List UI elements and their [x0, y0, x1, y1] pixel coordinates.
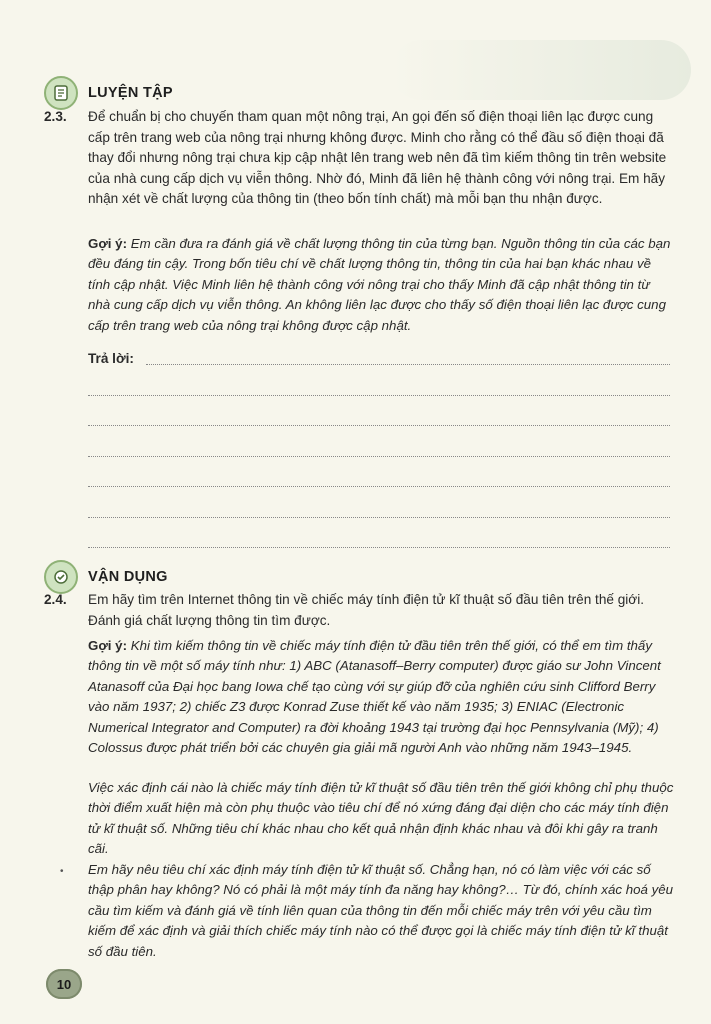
- hint-2-4: [88, 636, 674, 758]
- question-text: Em hãy tìm trên Internet thông tin về chiếc máy tính điện tử kĩ thuật số đầu tiên trên thế giới. Đánh giá chất lượng thông tin tìm được.: [88, 592, 645, 628]
- apply-heading-text: VẬN DỤNG: [88, 569, 168, 585]
- answer-line[interactable]: [88, 547, 670, 548]
- bullet-dot: •: [60, 866, 64, 877]
- apply-icon: [44, 560, 78, 594]
- practice-icon: [44, 76, 78, 110]
- page-number-badge: 10: [46, 969, 82, 999]
- practice-heading: [44, 76, 173, 110]
- answer-line[interactable]: [88, 517, 670, 518]
- answer-line[interactable]: [88, 425, 670, 426]
- question-number: 2.3.: [44, 109, 67, 124]
- practice-heading-text: LUYỆN TẬP: [88, 85, 173, 101]
- question-number: 2.4.: [44, 592, 67, 607]
- question-text: Để chuẩn bị cho chuyến tham quan một nông trại, An gọi đến số điện thoại liên lạc được cung cấp trên trang web của nông trại nhưng không được. Minh cho rằng có thể đầu số điện thoại đã thay đổi nhưng nông trại chưa kịp cập nhật lên trang web nên đã tìm kiếm thông tin trên website của nhà cung cấp dịch vụ viễn thông. Nhờ đó, Minh đã liên hệ thành công với nông trại. Em hãy nhận xét về chất lượng của thông tin (theo bốn tính chất) mà mỗi bạn thu nhận được.: [88, 109, 667, 206]
- hint-2-3: [88, 234, 674, 336]
- question-2-4: [44, 590, 674, 631]
- explanation-paragraph: Việc xác định cái nào là chiếc máy tính điện tử kĩ thuật số đầu tiên trên thế giới không chỉ phụ thuộc thời điểm xuất hiện mà còn phụ thuộc vào tiêu chí để nó xứng đáng đại diện cho các máy tính điện tử kĩ thuật số. Những tiêu chí khác nhau cho kết quả nhận định khác nhau và đôi khi gây ra tranh cãi.: [88, 780, 674, 857]
- hint-text: Em cần đưa ra đánh giá về chất lượng thông tin của từng bạn. Nguồn thông tin của các bạn đều đáng tin cậy. Trong bốn tiêu chí về chất lượng thông tin, thông tin của hai bạn khác nhau về tính cập nhật. Việc Minh liên hệ thành công với nông trại cho thấy Minh đã cập nhật thông tin từ nhà cung cấp dịch vụ viễn thông. An không liên lạc được cho thấy số điện thoại liên lạc được cung cấp trên trang web của nông trại không được cập nhật.: [88, 236, 671, 333]
- answer-line[interactable]: [88, 395, 670, 396]
- faded-header-watermark: [391, 40, 691, 100]
- hint-label: Gợi ý:: [88, 638, 128, 653]
- answer-line[interactable]: [88, 456, 670, 457]
- task-paragraph: Em hãy nêu tiêu chí xác định máy tính điện tử kĩ thuật số. Chẳng hạn, nó có làm việc với các số thập phân hay không? Nó có phải là một máy tính đa năng hay không?… Từ đó, chính xác hoá yêu cầu tìm kiếm và đánh giá về tính liên quan của thông tin đến mỗi chiếc máy trên với yêu cầu tìm kiếm để xác định và giải thích chiếc máy tính nào có thể được gọi là chiếc máy tính điện tử kĩ thuật số đầu tiên.: [88, 862, 674, 959]
- answer-area[interactable]: [88, 350, 670, 550]
- answer-line[interactable]: [146, 364, 670, 365]
- hint-text: Khi tìm kiếm thông tin về chiếc máy tính điện tử đầu tiên trên thế giới, có thể em tìm thấy thông tin về một số máy tính như: 1) ABC (Atanasoff–Berry computer) được giáo sư John Vincent Atanasoff của Đại học bang Iowa chế tạo cùng với sự giúp đỡ của nghiên cứu sinh Clifford Berry vào năm 1937; 2) chiếc Z3 được Konrad Zuse thiết kế vào năm 1935; 3) ENIAC (Electronic Numerical Integrator and Computer) ra đời khoảng 1943 tại trường đại học Pennsylvania (Mỹ); 4) Colossus được phát triển bởi các chuyên gia giải mã người Anh vào những năm 1943–1945.: [88, 638, 661, 756]
- answer-line[interactable]: [88, 486, 670, 487]
- apply-heading: [44, 560, 168, 594]
- hint-label: Gợi ý:: [88, 236, 128, 251]
- answer-label: Trả lời:: [88, 351, 134, 366]
- question-2-3: [44, 107, 674, 210]
